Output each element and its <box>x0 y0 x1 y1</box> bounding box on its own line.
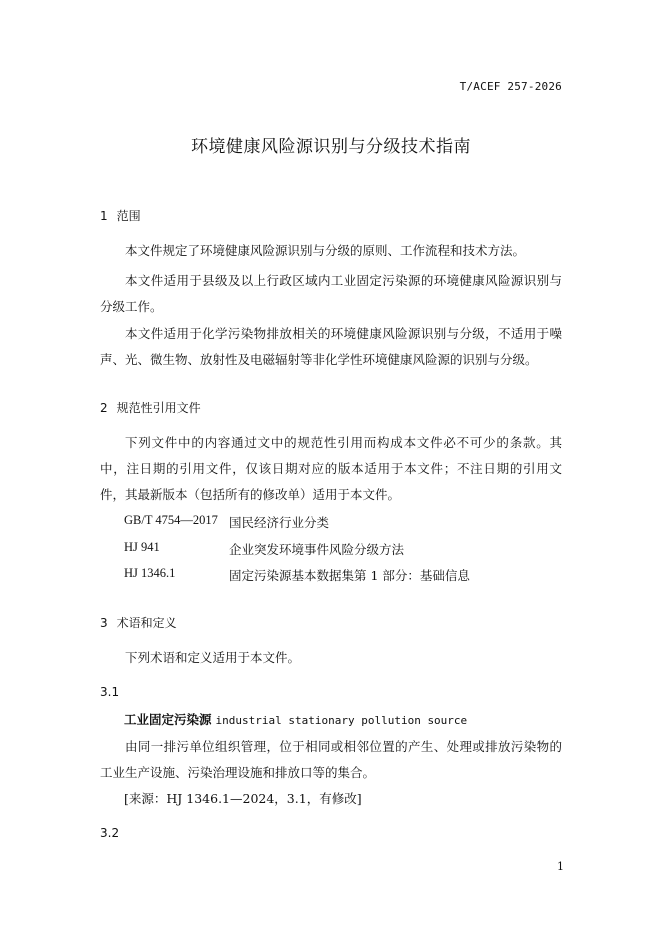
section-number: 1 <box>100 209 108 223</box>
section-number: 2 <box>100 401 108 415</box>
reference-code: HJ 941 <box>124 540 160 554</box>
term-english: industrial stationary pollution source <box>215 714 468 727</box>
scope-paragraph: 本文件适用于县级及以上行政区域内工业固定污染源的环境健康风险源识别与分级工作。 <box>100 273 562 314</box>
normative-references-intro: 下列文件中的内容通过文中的规范性引用而构成本文件必不可少的条款。其中，注日期的引用文件，仅该日期对应的版本适用于本文件；不注日期的引用文件，其最新版本（包括所有的修改单）适用于本文件。 <box>100 435 562 502</box>
section-number: 3 <box>100 616 108 630</box>
section-title: 术语和定义 <box>116 616 177 630</box>
scope-paragraph: 本文件适用于化学污染物排放相关的环境健康风险源识别与分级，不适用于噪声、光、微生物、放射性及电磁辐射等非化学性环境健康风险源的识别与分级。 <box>100 326 562 367</box>
section-heading-normative-references <box>100 399 201 416</box>
reference-code: GB/T 4754—2017 <box>124 513 218 527</box>
page-number: 1 <box>557 860 564 873</box>
standard-code: T/ACEF 257-2026 <box>459 80 562 93</box>
term-entry <box>124 710 467 728</box>
reference-code: HJ 1346.1 <box>124 566 176 580</box>
reference-title: 国民经济行业分类 <box>229 515 330 530</box>
term-definition: 由同一排污单位组织管理，位于相同或相邻位置的产生、处理或排放污染物的工业生产设施、污染治理设施和排放口等的集合。 <box>100 739 562 780</box>
section-heading-scope <box>100 207 141 224</box>
terms-intro: 下列术语和定义适用于本文件。 <box>125 650 301 665</box>
section-title: 规范性引用文件 <box>116 401 201 415</box>
clause-number: 3.2 <box>100 826 120 840</box>
section-title: 范围 <box>116 209 141 223</box>
section-heading-terms <box>100 614 177 631</box>
reference-title: 固定污染源基本数据集第 1 部分：基础信息 <box>229 568 470 583</box>
scope-paragraph: 本文件规定了环境健康风险源识别与分级的原则、工作流程和技术方法。 <box>125 243 526 258</box>
clause-number: 3.1 <box>100 685 120 699</box>
term-source: [来源：HJ 1346.1—2024，3.1，有修改] <box>124 791 362 806</box>
reference-title: 企业突发环境事件风险分级方法 <box>229 542 405 557</box>
term-chinese: 工业固定污染源 <box>124 712 212 727</box>
document-title: 环境健康风险源识别与分级技术指南 <box>191 137 471 157</box>
